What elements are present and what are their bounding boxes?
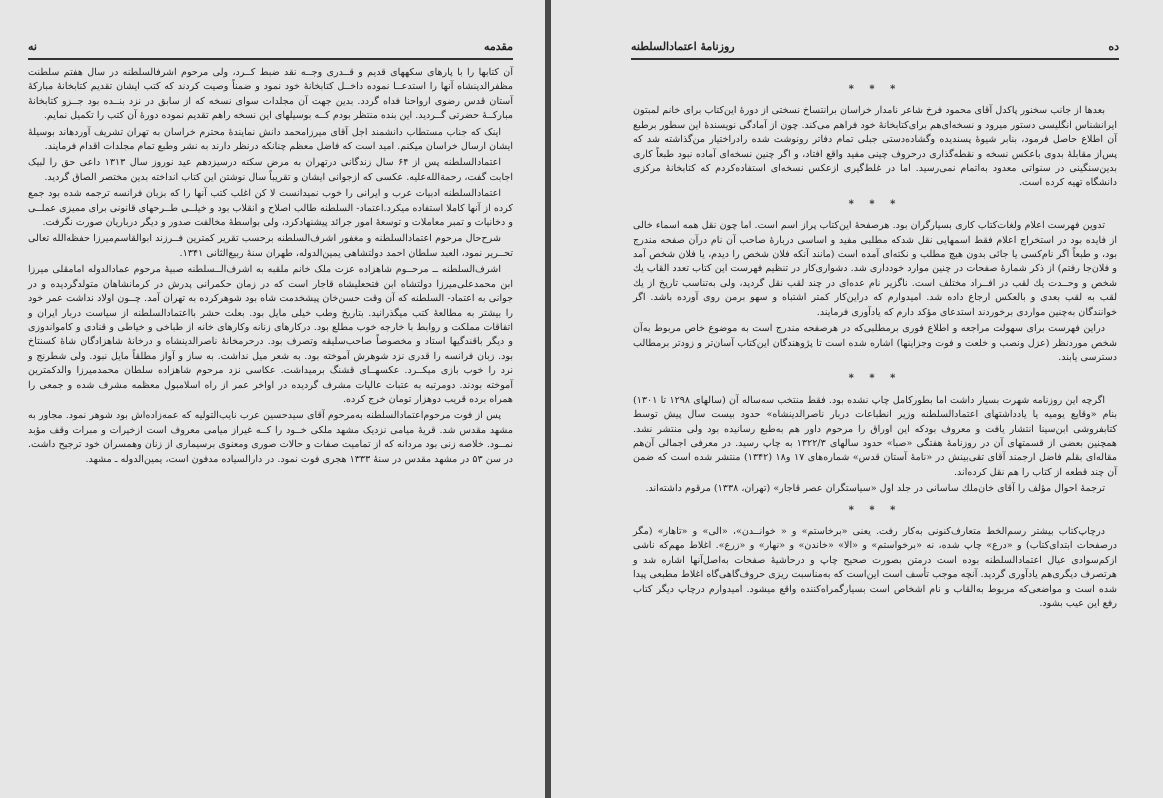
right-header-rule (631, 58, 1119, 60)
paragraph: اعتمادالسلطنه پس از ۶۴ سال زندگانی درتهران به مرض سکته درسیزدهم عید نوروز سال ۱۳۱۳ داعی حق را لبیک اجابت گفت، رحمةالله‌علیه. عکسی که ازجوانی ایشان و تقریباً سال نوشتن این کتاب انداخته بدین مختصر الصاق گردید. (28, 157, 513, 183)
paragraph: دراین فهرست برای سهولت مراجعه و اطلاع فوری برمطلبی‌که در هرصفحه مندرج است به موضوع خاص مربوط به‌آن شخص موردنظر (عزل ونصب و خلعت و فوت وجزاینها) اشاره شده است تا پژوهندگان این‌کتاب آسان‌تر و زودتر برمطالب دسترسی یابند. (633, 323, 1117, 363)
paragraph: پس از فوت مرحوم‌اعتمادالسلطنه به‌مرحوم آقای سیدحسین عرب نایب‌التولیه که عمه‌زاده‌اش بود شوهر نمود. مجاور به مشهد مقدس شد. قریهٔ میامی نزدیک مشهد ملکی خــود را کــه غیراز میامی معروف است ازخیرات و مبرات وقف مؤبد نمــود. خلاصه زنی بود مردانه که از تمامیت صفات و حالات صوری ومعنوی برسیماری از زنان وهمسران خود ترجیح داشت. در سن ۵۳ در مشهد مقدس در سنهٔ ۱۳۳۳ هجری فوت نمود. در دارالسیاده مدفون است، یمین‌الدوله ـ مشهد. (28, 410, 513, 465)
left-page (0, 0, 545, 798)
paragraph: ترجمهٔ احوال مؤلف را آقای خان‌ملك ساسانی در جلد اول «سیاستگران عصر قاجار» (تهران، ۱۳۳۸) مرقوم داشته‌اند. (645, 483, 1105, 495)
paragraph: آن کتابها را با پارهای سکههای قدیم و قــدری وجــه نقد ضبط کــرد، ولی مرحوم اشرفالسلطنه در سال هفتم سلطنت مظفرالدینشاه آنها را استدعــا نموده داخــل کتابخانهٔ خود نمود و ضمناً وصیت کردند که کتب ایشان تقدیم کتابخانهٔ مبارکهٔ آستان قدس رضوی ارواحنا فداه گردد. بدین جهت آن مجلدات سوای نسخه که از سابق در نزد بنــده بود جــزو کتابخانهٔ مبارکــهٔ حضرتی گــردید. این بنده منتظر بودم کــه بوسیلهای این نسخه راهم تقدیم نموده دورهٔ آن کتب را تکمیل نمایم. (28, 67, 513, 122)
paragraph: شرح‌حال مرحوم اعتمادالسلطنه و مغفور اشرف‌السلطنه برحسب تقریر کمترین فــرزند ابوالقاسم‌میرزا حفظه‌الله تعالی تحــریر نمود، العبد سلطان احمد دولتشاهی یمین‌الدوله، طهران سنهٔ ربیع‌الثانی ۱۳۴۱. (28, 233, 513, 259)
left-running-title: مقدمه (483, 39, 513, 53)
left-header-rule (28, 58, 513, 60)
paragraph: درچاپ‌کتاب بیشتر رسم‌الخط متعارف‌کنونی به‌کار رفت. یعنی «برخاستم» و « خوانــدن»، «الی» و «تاهار» (مگر درصفحات ابتدای‌کتاب) و «درع» چاپ شده، نه «برخواستم» و «الا» «خاندن» و «نهار» و «زرع». اغلاط مهم‌که ناشی ازکم‌سوادی عیال اعتمادالسلطنه بوده است درمتن بصورت صحیح چاپ و درحاشیهٔ صفحات به‌اصل‌آنها اشاره شد و هرتصرف دیگری‌هم یادآوری گردید. آنچه موجب تأسف است این‌است که به‌مناسبت ریزی حروف‌گاهی‌گاه اغلاط مطبعی پیدا شده است و مواضعی‌که مربوط به‌القاب و نام اشخاص است بسیارگمراه‌کننده واقع میشود. امیدوارم درچاپ دیگر کتاب رفع این عیب بشود. (633, 525, 1117, 609)
paragraph: اشرف‌السلطنه ــ مرحــوم شاهزاده عزت ملک خانم ملقبه به اشرف‌الــسلطنه صبیهٔ مرحوم عمادالدوله امامقلی میرزا ابن محمدعلی‌میرزا دولتشاه ابن فتحعلیشاه قاجار است که در زمان حکمرانی پدرش در کرمانشاهان متولدگردیده و در جوانی به اعتماد- السلطنه که آن وقت حسن‌خان پیشخدمت شاه بود شوهرکرده به تهران آمد. چــون اولاد نداشت عمر خود را بیشتر به مطالعهٔ کتب میگذرانید. بتاریخ وطب خیلی مایل بود. بعلت حشر بااعتمادالسلطنه از سیاست دربار ایران و اتفاقات مملکت و روابط با خارجه خوب مطلع بود. درکارهای زنانه وکارهای خانه از طباخی و خیاطی و قنادی و کامواندوزی و دیگر باقندگیها استاد و مخصوصاً صاحب‌سلیقه وتصرف بود. درحرمخانهٔ ناصرالدینشاه و درخانهٔ شاهزادگان شاهٔ کسنتاخ بود. زبان فرانسه را قدری نزد شوهرش آموخته بود. به شعر میل نداشت. به ساز و آواز مطلقاً مایل نبود. ولی شطرنج و نرد را خوب بازی میکــرد. عکسهــای قشنگ برمیداشت. عکاسی نزد مرحوم شاهزاده سلطان محمدمیرزا والدکمترین آموخته بودند. دومرتبه به عتبات عالیات مشرف گردیده در اواخر عمر از راه اسلامبول معظمه مشرف شده و جمعی را همراه برده قریب دوهزار تومان خرج کرده. (28, 264, 513, 405)
paragraph: اگرچه این روزنامه شهرت بسیار داشت اما بطورکامل چاپ نشده بود. فقط منتخب سه‌ساله آن (سالهای ۱۲۹۸ تا ۱۳۰۱) بنام «وقایع یومیه یا یادداشتهای اعتمادالسلطنه وزیر انطباعات دربار ناصرالدینشاه» حدود بیست سال پیش توسط کتابفروشی ابن‌سینا انتشار یافت و معروف بودکه این اوراق را مرحوم داور هم به‌طبع رسانیده بود ولی منتشر نشد. همچنین بعضی از قسمتهای آن در روزنامهٔ هفتگی «صبا» حدود سالهای ۱۳۲۲/۳ به چاپ رسید. در معرفی اجمالی آن‌هم مقاله‌ای بقلم فاضل ارجمند آقای تقی‌بینش در «نامهٔ آستان قدس» شماره‌های ۱۷ و۱۸ (۱۳۴۲) منتشر شده است که ضمن آن چند قطعه از کتاب را هم نقل کرده‌اند. (633, 394, 1118, 478)
paragraph: اینک که جناب مستطاب دانشمند اجل آقای میرزامحمد دانش نمایندهٔ محترم خراسان به تهران تشریف آوردهاند بوسیلهٔ ایشان ارسال خراسان میکنم. امید است که فاضل معظم چنانکه درنظر دارند به نشر وطبع تمام مجلدات اقدام فرمایند. (28, 126, 513, 153)
right-page-body (633, 76, 1117, 613)
left-page-header (28, 38, 513, 54)
right-page-header (631, 38, 1119, 54)
left-page-body (28, 66, 513, 469)
left-page-number: نه (28, 39, 37, 53)
star-separator: * * * (848, 504, 902, 516)
right-page-number: ده (1108, 39, 1119, 53)
right-page (551, 0, 1163, 798)
paragraph: تدوین فهرست اعلام ولغات‌کتاب کاری بسیارگران بود. هرصفحهٔ این‌کتاب پراز اسم است. اما چون نقل همه اسماء خالی از فایده بود در استخراج اعلام فقط اسمهایی نقل شدکه مطلبی مفید و اساسی دربارهٔ صاحب آن نام درآن صفحه مندرج بود، و طبعاً اگر نام‌کسی یا جائی بدون هیچ مطلب و نکته‌ای آمده است (مانند آنکه فلان شخص را دیدم، یا فلان شخص آمد و فلان‌جا رفتم) از ذکر شمارهٔ صفحات در چنین موارد خودداری شد. دشواری‌کار در تنظیم فهرست این کتاب تعدد القاب یك شخص و وحــدت یك لقب در افــراد مختلف است. ناگزیر نام عده‌ای در چند لقب نقل گردید، ولی به‌تناسب تاریخ از یك لقب به لقب بعدی و بالعکس ارجاع داده شد. امیدوارم که دراین‌کار کمتر اشتباه و سهو برمن روی آورده باشد. اگر خوانندگان به‌چنین مواردی برخوردند استدعای مؤکد دارم که یادآوری فرمایند. (633, 220, 1117, 318)
star-separator: * * * (848, 373, 902, 385)
paragraph: بعدها از جانب سخنور پاکدل آقای محمود فرخ شاعر نامدار خراسان برانتساخ نسختی از دورهٔ این‌کتاب برای خانم لمبتون ایرانشناس انگلیسی دستور میرود و نسخه‌ای‌هم برای‌کتابخانهٔ خود فراهم می‌کند. چون از آمادگی نویسندهٔ این سطور برطبع آن اطلاع حاصل فرمود، بنابر شیوهٔ پسندیده وگشاده‌دستی جبلی تمام دفاتر رونوشت شده رادراختیار من‌گذاشته شد که پس‌از مقابلهٔ بدوی باعکس نسخه و نقطه‌گذاری درحروف چینی مفید واقع افتاد، و اگر چنین نسخه‌ای آماده نبود طبعاً کاری بدین‌سنگینی در سنواتی معدود به‌اتمام نمی‌رسید. اما در غلط‌گیری ازعکس نسخه‌ای استفاده‌کردم که کتابخانهٔ مرکزی دانشگاه تهیه کرده است. (633, 105, 1117, 189)
star-separator: * * * (848, 198, 902, 210)
paragraph: اعتمادالسلطنه ادبیات عرب و ایرانی را خوب نمیدانست لا کن اغلب کتب آنها را که بزبان فرانسه ترجمه شده بود جمع کرده از آنها کاملا استفاده میکرد.اعتماد- السلطنه طالب اصلاح و انقلاب بود و خیلــی طــرحهای قانونی برای ممیزی عملــی و دخانیات و تمبر معاملات و توسعهٔ امور جرائد پیشنهادکرد، ولی بواسطهٔ مخالفت صدور و دیگر درباریان صورت نگرفت. (28, 188, 513, 229)
star-separator: * * * (848, 84, 902, 95)
right-running-title: روزنامهٔ اعتمادالسلطنه (631, 39, 735, 53)
